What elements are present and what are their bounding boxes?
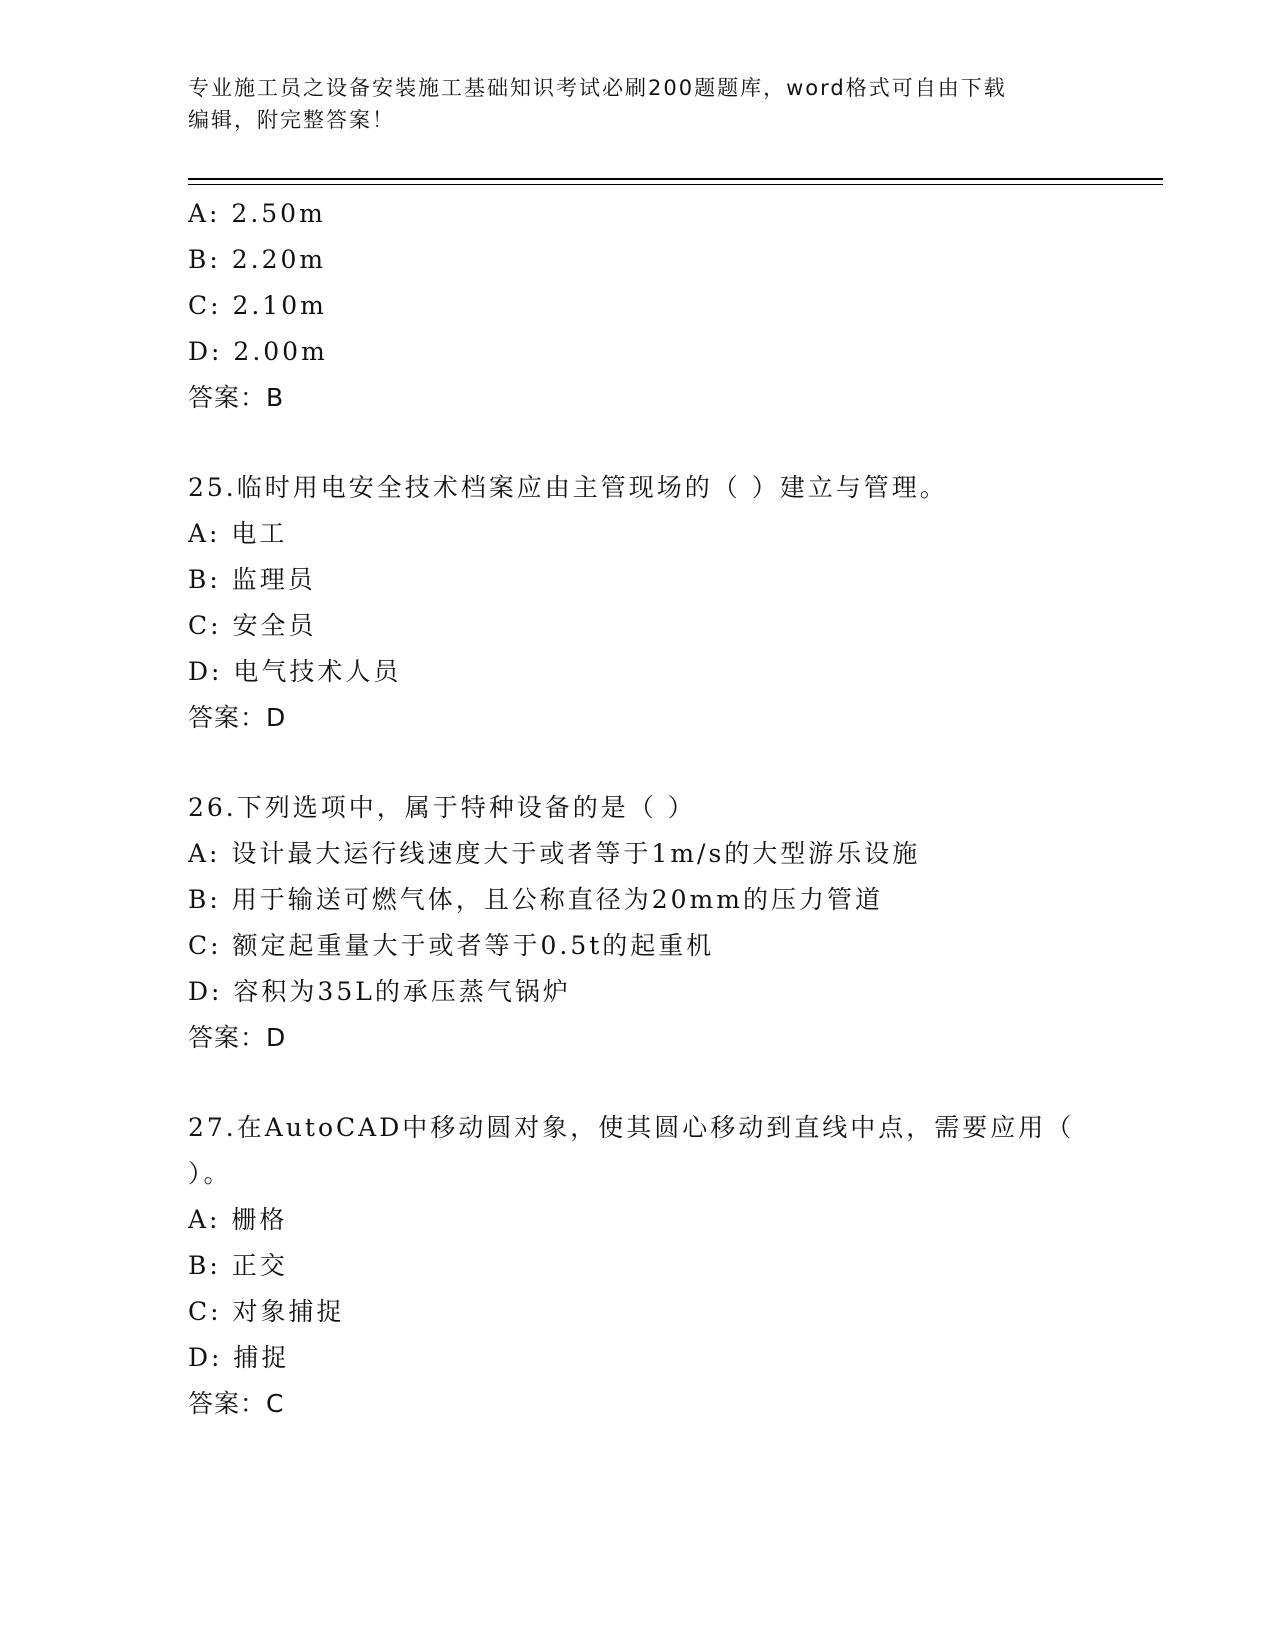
answer-line: 答案：B [188, 383, 285, 412]
document-header [188, 72, 1088, 136]
option-b: B: 监理员 [188, 565, 316, 594]
question-body [188, 191, 1088, 1427]
header-divider-thin [188, 184, 1163, 185]
option-c: C: 安全员 [188, 611, 317, 640]
option-c: C: 2.10m [188, 291, 327, 320]
header-line-1: 专业施工员之设备安装施工基础知识考试必刷200题题库，word格式可自由下载 [188, 76, 1007, 100]
question-text: 26.下列选项中，属于特种设备的是（ ） [188, 793, 696, 822]
answer-line: 答案：D [188, 1023, 287, 1052]
header-divider-thick [188, 178, 1163, 180]
option-a: A: 设计最大运行线速度大于或者等于1m/s的大型游乐设施 [188, 839, 921, 868]
option-c: C: 额定起重量大于或者等于0.5t的起重机 [188, 931, 715, 960]
option-d: D: 电气技术人员 [188, 657, 402, 686]
option-b: B: 正交 [188, 1251, 288, 1280]
answer-line: 答案：C [188, 1389, 285, 1418]
option-d: D: 捕捉 [188, 1343, 290, 1372]
option-b: B: 2.20m [188, 245, 327, 274]
answer-line: 答案：D [188, 703, 287, 732]
option-d: D: 容积为35L的承压蒸气锅炉 [188, 977, 571, 1006]
option-a: A: 栅格 [188, 1205, 288, 1234]
question-text-continuation: ）。 [188, 1159, 232, 1188]
option-c: C: 对象捕捉 [188, 1297, 345, 1326]
question-26 [188, 785, 1088, 1061]
question-text: 25.临时用电安全技术档案应由主管现场的（ ）建立与管理。 [188, 473, 948, 502]
option-b: B: 用于输送可燃气体，且公称直径为20mm的压力管道 [188, 885, 883, 914]
option-a: A: 电工 [188, 519, 288, 548]
question-text: 27.在AutoCAD中移动圆对象，使其圆心移动到直线中点，需要应用（ [188, 1113, 1075, 1142]
question-24-options [188, 191, 1088, 421]
option-d: D: 2.00m [188, 337, 328, 366]
option-a: A: 2.50m [188, 199, 326, 228]
header-line-2: 编辑，附完整答案！ [188, 108, 395, 132]
question-25 [188, 465, 1088, 741]
question-27 [188, 1105, 1088, 1427]
